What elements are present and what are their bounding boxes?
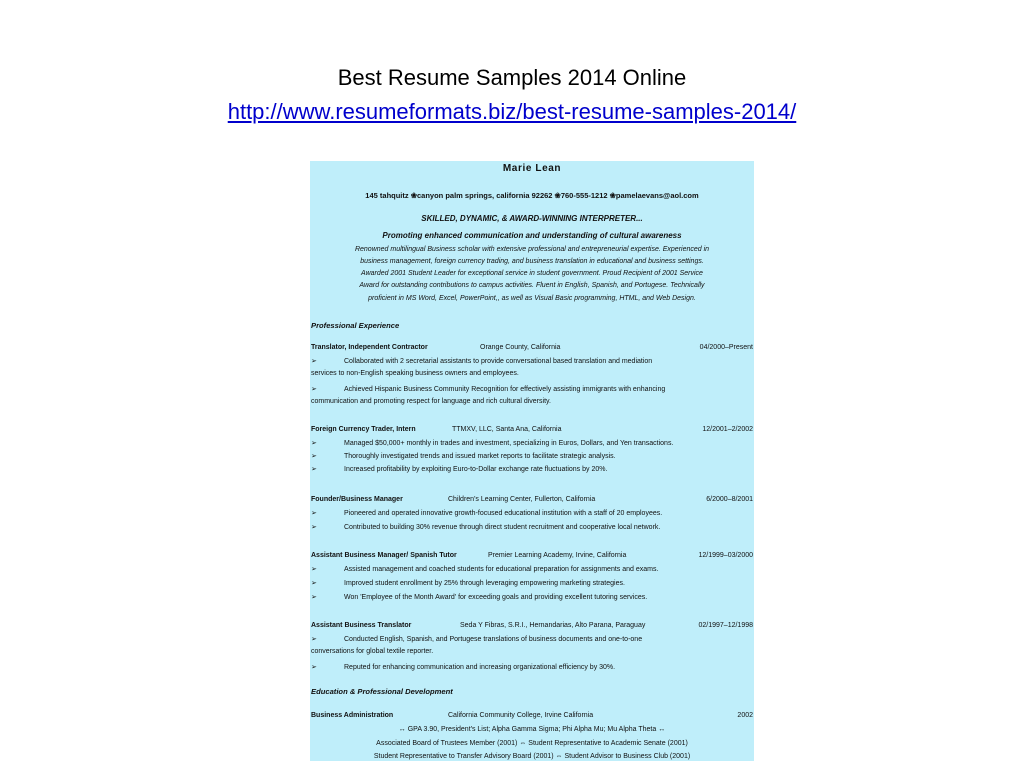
arrow-bullet-icon: ➢ (311, 358, 317, 365)
education-detail: Associated Board of Trustees Member (2001) ⇔ Student Representative to Academic Senate (2001) (376, 740, 688, 747)
job-bullet-line: Pioneered and operated innovative growth-focused educational institution with a staff of 20 employees. (344, 510, 663, 517)
job-bullet-line: communication and promoting respect for language and rich cultural diversity. (311, 398, 551, 405)
slide-title: Best Resume Samples 2014 Online (337, 65, 687, 90)
job-title: Assistant Business Translator (311, 622, 412, 629)
education-detail: Student Representative to Transfer Advisory Board (2001) ⇔ Student Advisor to Business Club (2001) (373, 753, 691, 760)
job-bullet-line: Achieved Hispanic Business Community Recognition for effectively assisting immigrants with enhancing (344, 386, 666, 393)
arrow-bullet-icon: ➢ (311, 594, 317, 601)
job-bullet-line: conversations for global textile reporter. (311, 648, 434, 655)
experience-heading: Professional Experience (311, 321, 400, 330)
job-bullet-line: Collaborated with 2 secretarial assistants to provide conversational based translation and mediation (344, 358, 653, 365)
degree-year: 2002 (737, 712, 753, 719)
job-title: Translator, Independent Contractor (311, 344, 428, 351)
job-bullet-line: Contributed to building 30% revenue through direct student recruitment and cooperative local network. (344, 524, 661, 531)
school-name: California Community College, Irvine California (448, 712, 594, 719)
education-detail: ↔ GPA 3.90, President's List; Alpha Gamma Sigma; Phi Alpha Mu; Mu Alpha Theta ↔ (398, 726, 666, 733)
job-dates: 12/2001–2/2002 (702, 426, 753, 433)
resume-name: Marie Lean (502, 163, 562, 174)
job-dates: 6/2000–8/2001 (706, 496, 753, 503)
arrow-bullet-icon: ➢ (311, 466, 317, 473)
job-bullet-line: Managed $50,000+ monthly in trades and investment, specializing in Euros, Dollars, and Yen transactions. (344, 440, 674, 447)
job-bullet-line: Thoroughly investigated trends and issued market reports to facilitate strategic analysis. (344, 453, 616, 460)
job-title: Foreign Currency Trader, Intern (311, 426, 416, 433)
job-title: Founder/Business Manager (311, 496, 403, 503)
arrow-bullet-icon: ➢ (311, 664, 317, 671)
arrow-bullet-icon: ➢ (311, 453, 317, 460)
job-location: Seda Y Fibras, S.R.I., Hernandarias, Alto Parana, Paraguay (460, 622, 646, 629)
job-bullet-line: Won 'Employee of the Month Award' for exceeding goals and providing excellent tutoring services. (344, 594, 648, 601)
job-dates: 02/1997–12/1998 (698, 622, 753, 629)
resume-document (310, 161, 754, 761)
job-bullet-line: Assisted management and coached students for educational preparation for assignments and exams. (344, 566, 659, 573)
arrow-bullet-icon: ➢ (311, 636, 317, 643)
arrow-bullet-icon: ➢ (311, 510, 317, 517)
arrow-bullet-icon: ➢ (311, 580, 317, 587)
resume-subtagline: Promoting enhanced communication and understanding of cultural awareness (382, 231, 682, 240)
resume-contact: 145 tahquitz ❀canyon palm springs, california 92262 ❀760-555-1212 ❀pamelaevans@aol.com (365, 191, 699, 200)
job-bullet-line: Conducted English, Spanish, and Portugese translations of business documents and one-to-one (344, 636, 643, 643)
resume-link[interactable]: http://www.resumeformats.biz/best-resume-samples-2014/ (227, 99, 797, 124)
summary-line: Renowned multilingual Business scholar with extensive professional and entrepreneurial expertise. Experienced in (354, 246, 710, 253)
summary-line: Award for outstanding contributions to campus activities. Fluent in English, Spanish, and Portugese. Technically (359, 282, 705, 289)
job-location: Orange County, California (480, 344, 561, 351)
arrow-bullet-icon: ➢ (311, 524, 317, 531)
job-bullet-line: Improved student enrollment by 25% through leveraging empowering marketing strategies. (344, 580, 625, 587)
job-dates: 04/2000–Present (699, 344, 753, 351)
degree-title: Business Administration (311, 712, 394, 719)
resume-tagline: SKILLED, DYNAMIC, & AWARD-WINNING INTERPRETER... (421, 214, 643, 223)
arrow-bullet-icon: ➢ (311, 386, 317, 393)
arrow-bullet-icon: ➢ (311, 440, 317, 447)
summary-line: proficient in MS Word, Excel, PowerPoint,, as well as Visual Basic programming, HTML, and Web Design. (368, 295, 696, 302)
education-heading: Education & Professional Development (311, 687, 453, 696)
summary-line: Awarded 2001 Student Leader for exceptional service in student government. Proud Recipient of 2001 Service (361, 270, 703, 277)
job-bullet-line: Increased profitability by exploiting Euro-to-Dollar exchange rate fluctuations by 20%. (344, 466, 608, 473)
job-bullet-line: Reputed for enhancing communication and increasing organizational efficiency by 30%. (344, 664, 616, 671)
arrow-bullet-icon: ➢ (311, 566, 317, 573)
job-dates: 12/1999–03/2000 (698, 552, 753, 559)
job-bullet-line: services to non-English speaking business owners and employees. (311, 370, 519, 377)
job-title: Assistant Business Manager/ Spanish Tutor (311, 552, 457, 559)
job-location: Premier Learning Academy, Irvine, California (488, 552, 627, 559)
summary-line: business management, foreign currency trading, and business translation in educational and business settings. (360, 258, 704, 265)
job-location: Children's Learning Center, Fullerton, California (448, 496, 596, 503)
job-location: TTMXV, LLC, Santa Ana, California (452, 426, 562, 433)
